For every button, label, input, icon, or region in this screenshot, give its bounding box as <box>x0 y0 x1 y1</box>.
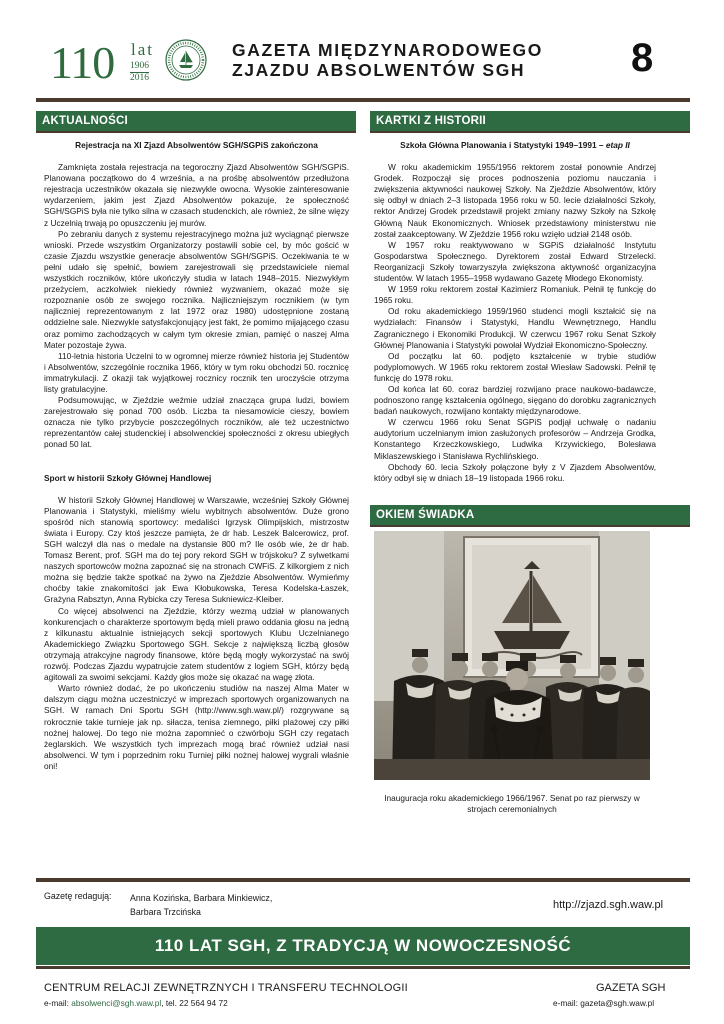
paragraph: W roku akademickim 1955/1956 rektorem został ponownie Andrzej Grodek. Rozpoczął się proces podnoszenia poziomu nauczania i zwiększenia aktywności naukowej Szkoły. Na Zjeździe Absolwentów, który się odbył w dniach 2–3 listopada 1956 roku w 50. lecie działalności Szkoły, rektor Andrzej Grodek przedstawił projekt zmiany nazwy Szkoły na Szkołę Główną Nauk Ekonomicznych. Wniosek przedstawiony ministerstwu nie został zaakceptowany. W Zjeździe 1956 roku wzięło udział 2148 osób. <box>374 162 656 239</box>
section-header-aktualnosci: AKTUALNOŚCI <box>36 111 356 131</box>
photo-caption: Inauguracja roku akademickiego 1966/1967. Senat po raz pierwszy w strojach ceremonialnych <box>384 793 640 814</box>
editors-line-1: Anna Kozińska, Barbara Minkiewicz, <box>130 893 273 903</box>
article-title-history <box>374 140 656 151</box>
right-column <box>374 140 656 484</box>
section-rule-left <box>36 131 356 133</box>
logo-year-start: 1906 <box>130 61 149 71</box>
masthead <box>0 0 724 100</box>
issue-number: 8 <box>631 36 654 80</box>
centre-email-link[interactable]: absolwenci@sgh.waw.pl <box>71 998 162 1008</box>
article-title-sport: Sport w historii Szkoły Głównej Handlowej <box>44 472 212 483</box>
section-rule-right <box>370 131 690 133</box>
newsletter-title <box>232 40 543 80</box>
paragraph: Zamknięta została rejestracja na tegoroczny Zjazd Absolwentów SGH/SGPiS. Planowana początkowo do 4 września, a na prośbę absolwentów przedłużona rejestracja uczestników okazała się niezwykle owocna. Wysokie zainteresowanie wydarzeniem, jakim jest Zjazd Absolwentów pokazuje, że społeczność SGH/SGPiS była nie tylko silna w czasach studenckich, ale również, że silne więzy z Uczelnią trwają po opuszczeniu jej murów. <box>44 162 349 228</box>
photo-image <box>374 531 650 780</box>
article-body-sport <box>44 495 349 772</box>
paragraph: 110-letnia historia Uczelni to w ogromnej mierze również historia jej Studentów i Absolwentów, szczególnie rocznika 1966, który w tym roku obchodzi 50. rocznicę immatrykulacji. Z okazji tak wyjątkowej rocznicy rocznik ten uroczyście otrzyma listy gratulacyjne. <box>44 350 349 394</box>
article-title-history-suffix: – etap II <box>596 140 630 150</box>
logo-number: 110 <box>50 37 115 88</box>
centre-email-label: e-mail: <box>44 998 72 1008</box>
section-rule-photo <box>370 525 690 527</box>
logo-years <box>130 61 149 84</box>
gazeta-sgh-label: GAZETA SGH <box>596 982 666 994</box>
gazeta-contact <box>553 998 654 1008</box>
footer-divider-bottom <box>36 966 690 969</box>
paragraph: W historii Szkoły Głównej Handlowej w Warszawie, wcześniej Szkoły Głównej Planowania i Statystyki, mieliśmy wielu wybitnych absolwentów. Duże grono spośród nich stanowią sportowcy: medaliści Igrzysk Olimpijskich, mistrzostw świata i Europy. Czy ktoś jeszcze pamięta, że dr hab. Leszek Balcerowicz, prof. SGH walczył dla nas o medale na dystansie 800 m? Ile osób wie, że dr hab. Tomasz Berent, prof. SGH ma do tej pory rekord SGH w trójskoku? Z sylwetkami naszych sportowców można zapoznać się na stronach CWFiS. Z kilkorgiem z nich można się będzie także spotkać na żywo na Zjeździe Absolwentów. Wymieńmy choćby takie znakomitości jak Ewa Kłobukowska, Teresa Kodelska-Łaszek, Grażyna Rabsztyn, Anna Rybicka czy Teresa Sukniewicz-Kleiber. <box>44 494 349 605</box>
paragraph: Od końca lat 60. coraz bardziej rozwijano prace naukowo-badawcze, podnoszono rangę kształcenia ogólnego, sięgano do dorobku zagranicznych badań naukowych, rozwijano kontakty międzynarodowe. <box>374 383 656 417</box>
centre-contact <box>44 998 228 1008</box>
logo-lat: lat <box>131 40 154 59</box>
inauguration-photo <box>374 531 650 780</box>
paragraph: Od początku lat 60. podjęto kształcenie w trybie studiów podyplomowych. W 1965 roku rektorem został Wiesław Sadowski. Pełnił tę funkcję do 1978 roku. <box>374 350 656 383</box>
title-line-2: ZJAZDU ABSOLWENTÓW SGH <box>232 60 526 80</box>
article-title-history-main: Szkoła Główna Planowania i Statystyki 1949–1991 <box>400 140 597 150</box>
section-header-okiem-swiadka: OKIEM ŚWIADKA <box>370 505 690 525</box>
title-line-1: GAZETA MIĘDZYNARODOWEGO <box>232 40 543 60</box>
centre-phone: , tel. 22 564 94 72 <box>161 998 228 1008</box>
sgh-seal-icon <box>164 38 208 82</box>
anniversary-banner: 110 LAT SGH, Z TRADYCJĄ W NOWOCZESNOŚĆ <box>36 927 690 965</box>
paragraph: Warto również dodać, że po ukończeniu studiów na naszej Alma Mater w dalszym ciągu można uczestniczyć w imprezach sportowych organizowanych na SGH. W ramach Dni Sportu SGH (http://www.sgh.waw.pl/) rozgrywane są rokrocznie takie turnieje jak np. siłacza, tenisa ziemnego, piłki plażowej czy piłki nożnej halowej. Do tego nie można zapomnieć o czwórboju SGH czy regatach żeglarskich. We wszystkich tych imprezach mogą brać również udział nasi absolwenci. W tym i poprzednim roku Turniej piłki nożnej halowej wygrali właśnie oni! <box>44 683 349 771</box>
editors-names <box>130 891 330 919</box>
paragraph: Obchody 60. lecia Szkoły połączone były z V Zjazdem Absolwentów, który odbył się w dniach 18–19 listopada 1966 roku. <box>374 461 656 483</box>
header-divider <box>36 98 690 102</box>
event-website-link[interactable]: http://zjazd.sgh.waw.pl <box>553 899 664 911</box>
paragraph: Podsumowując, w Zjeździe weźmie udział znacząca grupa ludzi, bowiem zarejestrowało się ponad 700 osób. Liczba ta niesamowicie cieszy, bowiem oznacza nie tylko przybycie poszczególnych roczników, ale też uczestnictwo reprezentantów całej studenckiej i absolwenckiej społeczności z okresu ubiegłych ponad 50 lat. <box>44 395 349 450</box>
paragraph: Po zebraniu danych z systemu rejestracyjnego można już wyciągnąć pierwsze wnioski. Przede wszystkim Organizatorzy postawili sobie cel, by móc gościć w czasie Zjazdu wszystkie generacje absolwentów SGH/SGPiS. Oczekiwania te w pełni udało się spełnić, bowiem zarejestrowali się przedstawiciele niemal wszystkich roczników, które ukończyły studia w latach 1948–2015. Niezwykłym przeżyciem, aczkolwiek niekiedy również wyzwaniem, okazać może się rozpoznanie osób ze swojego rocznika. Najliczniejszym rocznikiem (w tym najliczniej reprezentowanym z lat 1972 oraz 1980) udostępnione zostaną oddzielne sale. Niezwykle satysfakcjonujący jest fakt, że pomimo mijającego czasu oraz pomimo zachodzących w całym tym okresie zmian, pamięć o naszej Alma Mater pozostaje żywa. <box>44 228 349 350</box>
article-body-registration <box>44 162 349 450</box>
footer-divider-top <box>36 878 690 882</box>
paragraph: W 1959 roku rektorem został Kazimierz Romaniuk. Pełnił tę funkcję do 1965 roku. <box>374 284 656 306</box>
section-header-kartki-z-historii: KARTKI Z HISTORII <box>370 111 690 131</box>
anniversary-logo <box>50 38 210 88</box>
editors-label: Gazetę redagują: <box>44 891 112 901</box>
gazeta-email-link[interactable]: gazeta@sgh.waw.pl <box>580 998 655 1008</box>
paragraph: Co więcej absolwenci na Zjeździe, którzy wezmą udział w planowanych konkurencjach o charakterze sportowym będą mieli prawo oddania głosu na jedną z kilkunastu aktualnie istniejących sekcji sportowych Klubu Uczelnianego Akademickiego Związku Sportowego SGH. Sekcje z największą liczbą głosów otrzymają atrakcyjne nagrody finansowe, które będą mogły wykorzystać na swój rozwój. Podczas Zjazdu wypatrujcie zatem studentów z logiem SGH, którzy będą agitowali za swoimi sekcjami. Każdy głos może się okazać na wagę złota. <box>44 605 349 683</box>
gazeta-email-label: e-mail: <box>553 998 581 1008</box>
article-title-registration: Rejestracja na XI Zjazd Absolwentów SGH/SGPiS zakończona <box>75 140 318 150</box>
logo-year-end: 2016 <box>130 73 149 83</box>
paragraph: Od roku akademickiego 1959/1960 studenci mogli kształcić się na wydziałach: Finansów i Statystyki, Handlu Wewnętrznego, Handlu Zagranicznego i Ekonomiki Produkcji. W czerwcu 1967 roku Senat Szkoły Głównej Planowania i Statystyki powołał Wydział Ekonomiczno-Społeczny. <box>374 306 656 350</box>
left-column <box>44 140 349 772</box>
centre-name: CENTRUM RELACJI ZEWNĘTRZNYCH I TRANSFERU TECHNOLOGII <box>44 982 408 994</box>
editors-line-2: Barbara Trzcińska <box>130 907 201 917</box>
paragraph: W czerwcu 1966 roku Senat SGPiS podjął uchwałę o nadaniu audytorium uczelnianym imion zasłużonych profesorów – Andrzeja Grodka, Konstantego Krzeczkowskiego, Ludwika Krzywickiego, Bolesława Miklaszewskiego i Stanisława Rychlińskiego. <box>374 417 656 461</box>
paragraph: W 1957 roku reaktywowano w SGPiS działalność Instytutu Gospodarstwa Społecznego. Dyrektorem został Edward Strzelecki. Reorganizacji Szkoły towarzyszyła zwiększona aktywność organizacyjna studentów. W latach 1955–1958 wydawano Gazetę Młodego Ekonomisty. <box>374 239 656 284</box>
